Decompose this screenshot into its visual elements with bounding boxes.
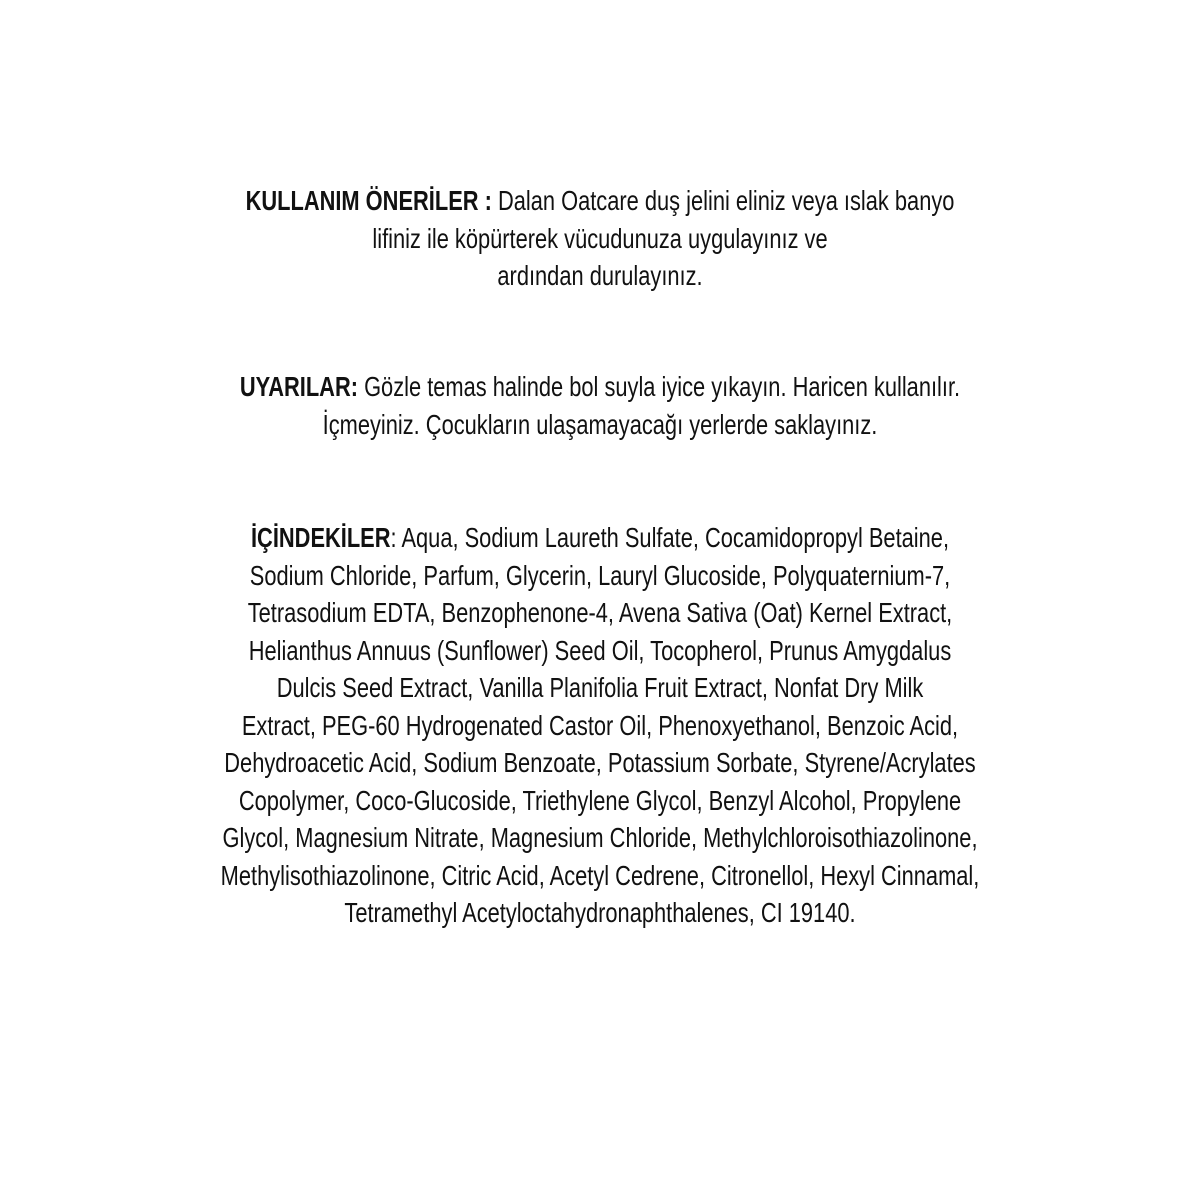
ingredients-line-6: Extract, PEG-60 Hydrogenated Castor Oil, Phenoxyethanol, Benzoic Acid,: [241, 709, 959, 741]
warnings-label: UYARILAR:: [239, 371, 359, 402]
ingredients-line-4: Helianthus Annuus (Sunflower) Seed Oil, Tocopherol, Prunus Amygdalus: [248, 634, 952, 666]
ingredients-line-2: Sodium Chloride, Parfum, Glycerin, Lauryl Glucoside, Polyquaternium-7,: [249, 559, 951, 591]
warnings-line-1: [132, 368, 1068, 406]
usage-label: KULLANIM ÖNERİLER :: [245, 185, 492, 216]
ingredients-section: [0, 519, 1200, 932]
ingredients-line-11: Tetramethyl Acetyloctahydronaphthalenes, CI 19140.: [344, 897, 856, 928]
ingredients-text: : Aqua, Sodium Laureth Sulfate, Cocamidopropyl Betaine,: [390, 522, 950, 553]
ingredients-line-10: Methylisothiazolinone, Citric Acid, Acetyl Cedrene, Citronellol, Hexyl Cinnamal,: [220, 859, 980, 891]
ingredients-line-7: Dehydroacetic Acid, Sodium Benzoate, Potassium Sorbate, Styrene/Acrylates: [224, 747, 976, 778]
ingredients-line-3: Tetrasodium EDTA, Benzophenone-4, Avena Sativa (Oat) Kernel Extract,: [247, 597, 953, 628]
ingredients-line-5: Dulcis Seed Extract, Vanilla Planifolia Fruit Extract, Nonfat Dry Milk: [276, 672, 924, 703]
ingredients-line-9: Glycol, Magnesium Nitrate, Magnesium Chloride, Methylchloroisothiazolinone,: [222, 822, 978, 853]
usage-line-3: ardından durulayınız.: [497, 260, 703, 291]
ingredients-line-1: [132, 519, 1068, 557]
ingredients-line-8: Copolymer, Coco-Glucoside, Triethylene Glycol, Benzyl Alcohol, Propylene: [238, 784, 962, 816]
ingredients-label: İÇİNDEKİLER: [250, 522, 391, 553]
warnings-line-2: İçmeyiniz. Çocukların ulaşamayacağı yerlerde saklayınız.: [322, 408, 878, 440]
usage-line-1: [132, 182, 1068, 220]
warnings-text: Gözle temas halinde bol suyla iyice yıkayın. Haricen kullanılır.: [358, 371, 961, 402]
usage-line-2: lifiniz ile köpürterek vücudunuza uygulayınız ve: [372, 222, 828, 254]
warnings-section: [0, 368, 1200, 443]
usage-section: [0, 182, 1200, 295]
usage-text: Dalan Oatcare duş jelini eliniz veya ıslak banyo: [491, 185, 955, 216]
